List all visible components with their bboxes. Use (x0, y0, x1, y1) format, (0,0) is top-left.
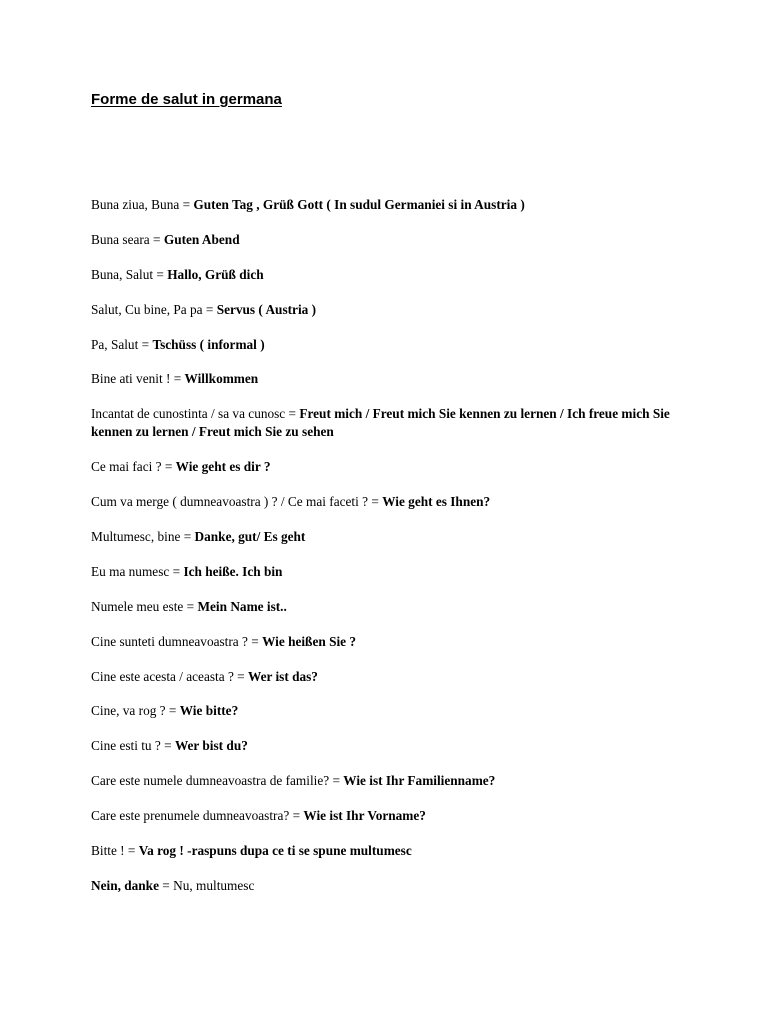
phrase-romanian: Cine, va rog ? = (91, 703, 180, 719)
phrase-romanian: Buna seara = (91, 231, 164, 247)
phrase-line (91, 301, 671, 319)
phrase-romanian: Cine este acesta / aceasta ? = (91, 668, 249, 684)
phrase-german: Wer bist du? (174, 738, 248, 754)
phrase-line (91, 807, 671, 825)
phrase-german: Va rog ! -raspuns dupa ce ti se spune multumesc (138, 843, 412, 859)
phrase-german: Wie bitte? (179, 703, 239, 719)
phrase-romanian: Buna ziua, Buna = (91, 197, 194, 212)
phrase-line (91, 877, 671, 895)
phrase-line (91, 772, 671, 790)
phrase-line (91, 633, 671, 651)
phrase-german: Freut mich / Freut mich Sie kennen zu lernen / Ich freue mich Sie kennen zu lernen / Freut mich Sie zu sehen (91, 406, 670, 440)
phrase-romanian: Care este numele dumneavoastra de familie? = (91, 773, 344, 789)
phrase-german: Guten Abend (163, 231, 240, 247)
phrase-line (91, 493, 671, 511)
phrase-line (91, 737, 671, 755)
phrase-german: Wie ist Ihr Familienname? (343, 773, 496, 789)
phrase-german: Wie geht es Ihnen? (382, 494, 491, 510)
phrase-line (91, 231, 671, 249)
phrase-line (91, 196, 671, 214)
phrase-line (91, 668, 671, 686)
phrase-romanian: Cine sunteti dumneavoastra ? = (91, 633, 263, 649)
phrase-romanian: Cine esti tu ? = (91, 738, 175, 754)
phrase-suffix: = Nu, multumesc (158, 877, 255, 893)
phrase-line (91, 336, 671, 354)
phrase-line (91, 405, 671, 441)
phrase-german: Wer ist das? (248, 668, 318, 684)
phrase-german: Willkommen (184, 371, 259, 387)
phrase-romanian: Ce mai faci ? = (91, 459, 176, 475)
phrase-line (91, 370, 671, 388)
phrase-german: Guten Tag , Grüß Gott ( In sudul Germaniei si in Austria ) (193, 197, 525, 212)
phrase-line (91, 702, 671, 720)
phrase-romanian: Cum va merge ( dumneavoastra ) ? / Ce mai faceti ? = (91, 494, 383, 510)
phrase-german: Nein, danke (91, 877, 159, 893)
phrase-romanian: Buna, Salut = (91, 266, 168, 282)
phrase-german: Hallo, Grüß dich (167, 266, 264, 282)
phrase-german: Wie heißen Sie ? (262, 633, 357, 649)
phrase-german: Mein Name ist.. (197, 598, 287, 614)
phrase-line (91, 598, 671, 616)
phrase-line (91, 842, 671, 860)
phrase-romanian: Bitte ! = (91, 843, 139, 859)
phrase-german: Ich heiße. Ich bin (183, 563, 283, 579)
phrase-german: Danke, gut/ Es geht (194, 529, 306, 545)
phrase-romanian: Incantat de cunostinta / sa va cunosc = (91, 406, 300, 422)
phrase-romanian: Salut, Cu bine, Pa pa = (91, 301, 217, 317)
phrase-german: Servus ( Austria ) (216, 301, 317, 317)
phrase-romanian: Numele meu este = (91, 598, 198, 614)
phrase-romanian: Bine ati venit ! = (91, 371, 185, 387)
phrase-line (91, 528, 671, 546)
phrase-german: Wie ist Ihr Vorname? (303, 808, 426, 824)
phrase-german: Wie geht es dir ? (175, 459, 271, 475)
phrase-romanian: Care este prenumele dumneavoastra? = (91, 808, 304, 824)
phrase-romanian: Eu ma numesc = (91, 563, 184, 579)
phrase-line (91, 563, 671, 581)
phrase-line (91, 458, 671, 476)
phrase-romanian: Multumesc, bine = (91, 529, 195, 545)
phrase-romanian: Pa, Salut = (91, 336, 153, 352)
phrase-german: Tschüss ( informal ) (152, 336, 265, 352)
page-title: Forme de salut in germana (91, 91, 282, 108)
phrase-list (91, 196, 671, 912)
phrase-line (91, 266, 671, 284)
